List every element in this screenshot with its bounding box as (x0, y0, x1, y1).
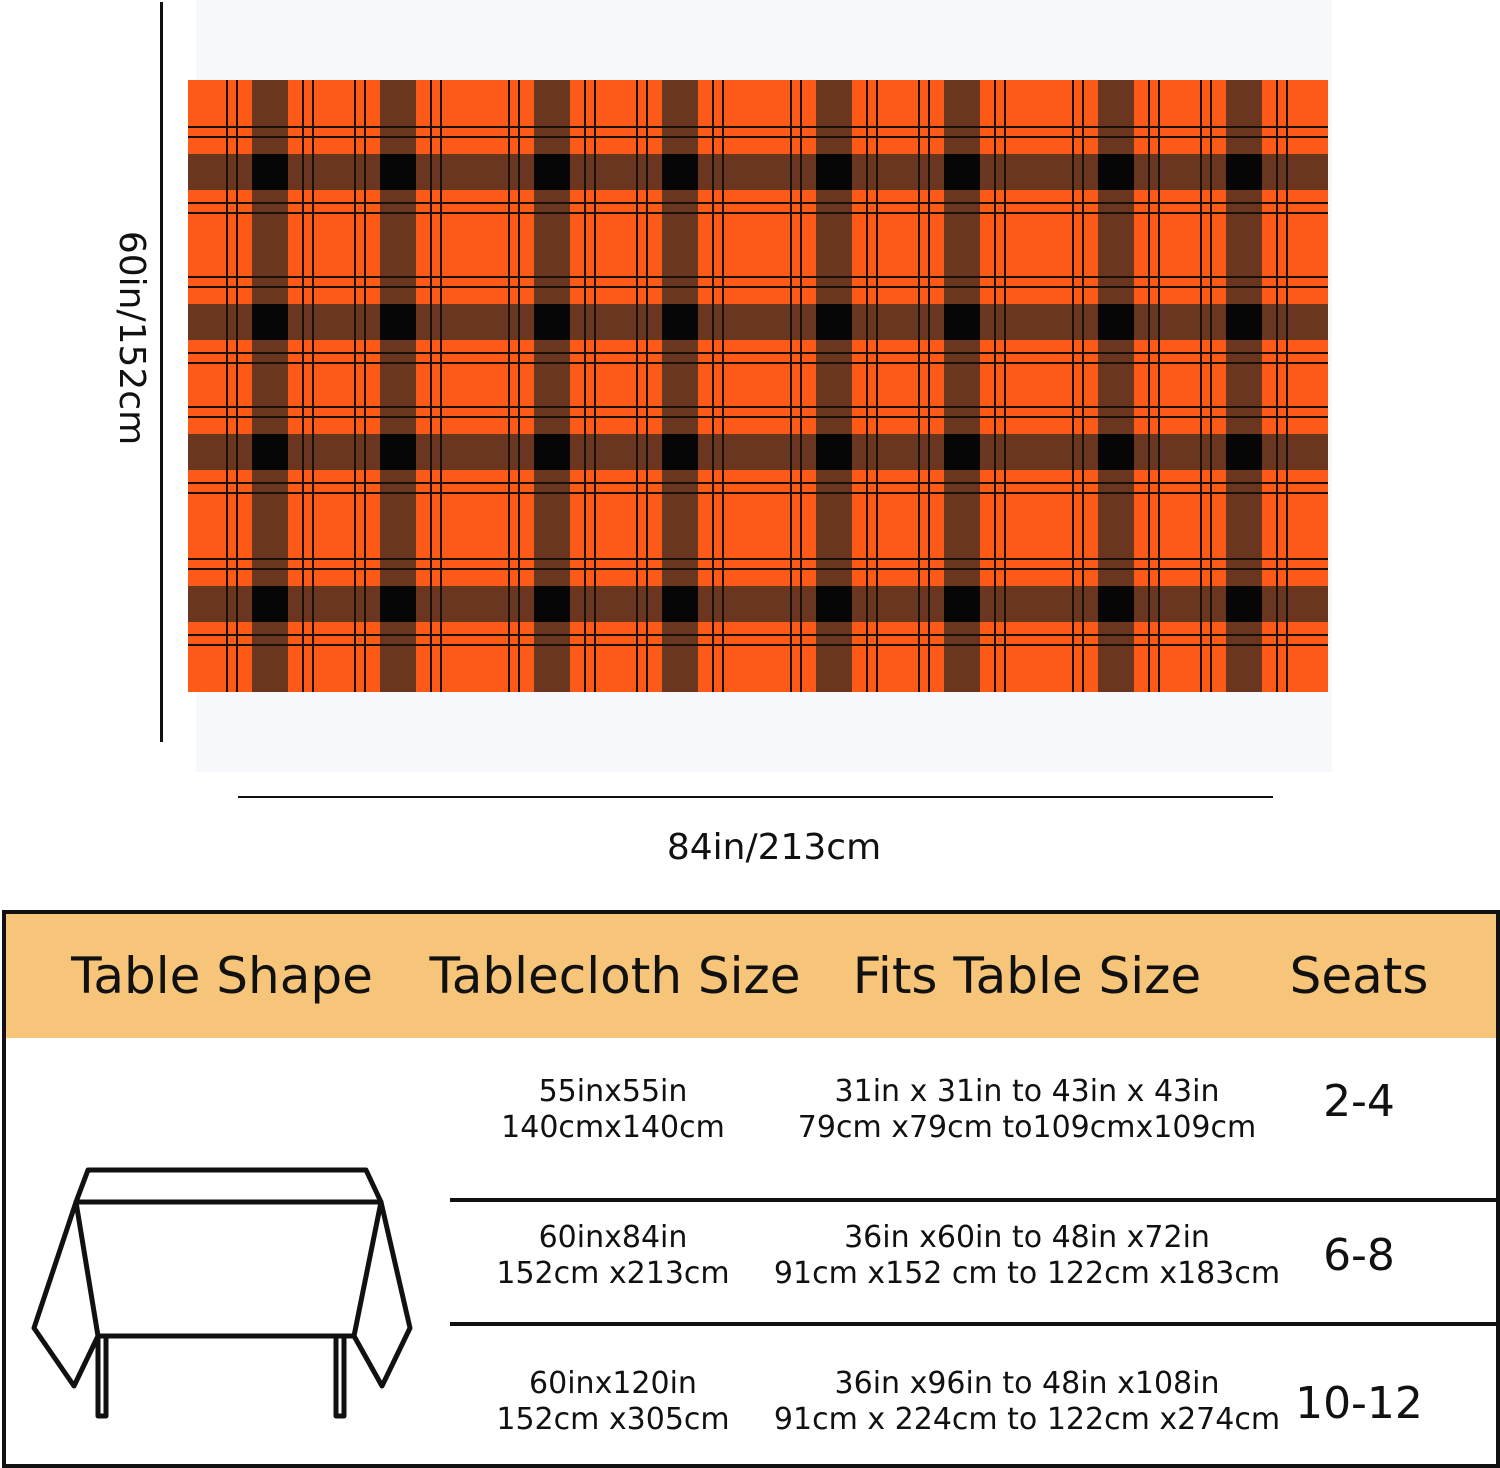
plaid-thin-vertical-line (1276, 80, 1278, 692)
plaid-thin-horizontal-line (188, 352, 1328, 354)
plaid-thin-vertical-line (584, 80, 586, 692)
plaid-thin-vertical-line (440, 80, 442, 692)
row-divider (450, 1322, 1496, 1326)
plaid-intersection-square (380, 154, 416, 190)
plaid-intersection-square (662, 154, 698, 190)
plaid-thin-vertical-line (646, 80, 648, 692)
plaid-intersection-square (534, 154, 570, 190)
plaid-intersection-square (816, 434, 852, 470)
plaid-thin-vertical-line (928, 80, 930, 692)
plaid-intersection-square (1226, 434, 1262, 470)
plaid-thin-horizontal-line (188, 276, 1328, 278)
plaid-thin-horizontal-line (188, 126, 1328, 128)
plaid-thin-vertical-line (722, 80, 724, 692)
plaid-thin-vertical-line (1082, 80, 1084, 692)
plaid-intersection-square (1098, 154, 1134, 190)
plaid-horizontal-band (188, 434, 1328, 470)
plaid-intersection-square (252, 154, 288, 190)
plaid-thin-vertical-line (430, 80, 432, 692)
plaid-thin-horizontal-line (188, 634, 1328, 636)
plaid-thin-vertical-line (1210, 80, 1212, 692)
plaid-thin-horizontal-line (188, 286, 1328, 288)
plaid-thin-horizontal-line (188, 136, 1328, 138)
row3-fits-table-size: 36in x96in to 48in x108in 91cm x 224cm to 122cm x274cm (773, 1366, 1281, 1437)
plaid-thin-vertical-line (1072, 80, 1074, 692)
plaid-thin-horizontal-line (188, 362, 1328, 364)
plaid-thin-vertical-line (354, 80, 356, 692)
row3-tablecloth-size: 60inx120in 152cm x305cm (496, 1366, 730, 1437)
plaid-intersection-square (944, 586, 980, 622)
width-dimension-line (238, 796, 1273, 798)
plaid-intersection-square (816, 154, 852, 190)
plaid-intersection-square (1226, 586, 1262, 622)
table-header-row (6, 914, 1496, 1038)
row1-seats: 2-4 (1323, 1076, 1395, 1127)
plaid-intersection-square (1226, 154, 1262, 190)
plaid-thin-vertical-line (594, 80, 596, 692)
row2-fits-table-size: 36in x60in to 48in x72in 91cm x152 cm to 122cm x183cm (773, 1220, 1281, 1291)
plaid-horizontal-band (188, 154, 1328, 190)
plaid-intersection-square (534, 434, 570, 470)
plaid-intersection-square (380, 304, 416, 340)
plaid-thin-horizontal-line (188, 568, 1328, 570)
row2-seats: 6-8 (1323, 1230, 1395, 1281)
plaid-intersection-square (944, 304, 980, 340)
plaid-thin-vertical-line (1200, 80, 1202, 692)
row3-seats: 10-12 (1295, 1378, 1423, 1429)
plaid-thin-vertical-line (994, 80, 996, 692)
plaid-thin-horizontal-line (188, 212, 1328, 214)
row2-tablecloth-size: 60inx84in 152cm x213cm (496, 1220, 730, 1291)
plaid-thin-vertical-line (312, 80, 314, 692)
height-dimension-line (160, 2, 163, 742)
plaid-thin-horizontal-line (188, 416, 1328, 418)
plaid-thin-vertical-line (876, 80, 878, 692)
plaid-thin-horizontal-line (188, 482, 1328, 484)
plaid-thin-vertical-line (712, 80, 714, 692)
plaid-intersection-square (816, 304, 852, 340)
plaid-intersection-square (662, 586, 698, 622)
plaid-intersection-square (252, 434, 288, 470)
size-chart-table (2, 910, 1500, 1468)
row1-tablecloth-size: 55inx55in 140cmx140cm (501, 1074, 725, 1145)
header-table-shape: Table Shape (71, 947, 373, 1005)
plaid-horizontal-band (188, 304, 1328, 340)
plaid-thin-horizontal-line (188, 202, 1328, 204)
header-seats: Seats (1289, 947, 1429, 1005)
plaid-thin-vertical-line (1286, 80, 1288, 692)
plaid-intersection-square (534, 304, 570, 340)
width-dimension-label: 84in/213cm (666, 827, 882, 868)
plaid-intersection-square (1098, 304, 1134, 340)
header-fits-table-size: Fits Table Size (852, 947, 1202, 1005)
plaid-intersection-square (662, 304, 698, 340)
plaid-intersection-square (380, 586, 416, 622)
plaid-tablecloth-image (188, 80, 1328, 692)
plaid-thin-vertical-line (866, 80, 868, 692)
plaid-thin-vertical-line (790, 80, 792, 692)
plaid-intersection-square (380, 434, 416, 470)
plaid-intersection-square (534, 586, 570, 622)
plaid-intersection-square (662, 434, 698, 470)
plaid-intersection-square (252, 586, 288, 622)
plaid-intersection-square (1098, 434, 1134, 470)
row1-fits-table-size: 31in x 31in to 43in x 43in 79cm x79cm to109cmx109cm (797, 1074, 1257, 1145)
plaid-horizontal-band (188, 586, 1328, 622)
plaid-thin-vertical-line (302, 80, 304, 692)
rectangular-table-with-tablecloth-icon (26, 1150, 426, 1420)
plaid-intersection-square (252, 304, 288, 340)
plaid-intersection-square (944, 434, 980, 470)
plaid-thin-vertical-line (800, 80, 802, 692)
plaid-thin-vertical-line (1148, 80, 1150, 692)
plaid-thin-vertical-line (918, 80, 920, 692)
plaid-thin-horizontal-line (188, 492, 1328, 494)
plaid-thin-vertical-line (226, 80, 228, 692)
plaid-thin-vertical-line (508, 80, 510, 692)
height-dimension-label: 60in/152cm (111, 230, 152, 446)
plaid-thin-vertical-line (1158, 80, 1160, 692)
header-tablecloth-size: Tablecloth Size (429, 947, 801, 1005)
plaid-intersection-square (1098, 586, 1134, 622)
plaid-thin-vertical-line (364, 80, 366, 692)
plaid-thin-vertical-line (236, 80, 238, 692)
plaid-intersection-square (1226, 304, 1262, 340)
plaid-intersection-square (944, 154, 980, 190)
plaid-thin-vertical-line (636, 80, 638, 692)
plaid-thin-horizontal-line (188, 406, 1328, 408)
plaid-intersection-square (816, 586, 852, 622)
row-divider (450, 1198, 1496, 1202)
plaid-thin-horizontal-line (188, 558, 1328, 560)
plaid-thin-vertical-line (518, 80, 520, 692)
plaid-thin-horizontal-line (188, 644, 1328, 646)
plaid-thin-vertical-line (1004, 80, 1006, 692)
